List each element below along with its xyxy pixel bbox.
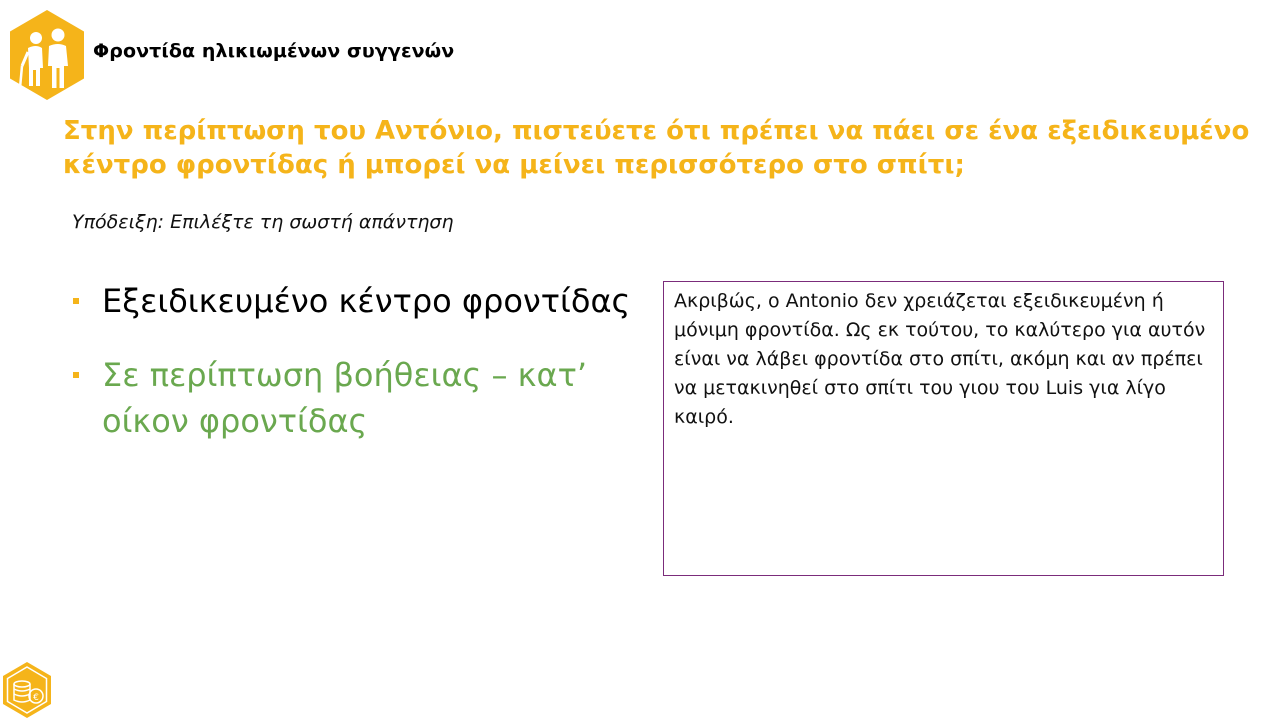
answer-option-label: Εξειδικευμένο κέντρο φροντίδας <box>102 282 631 320</box>
elderly-couple-icon <box>8 8 86 102</box>
answer-option-home-care[interactable] <box>72 352 662 444</box>
bullet-icon <box>73 372 79 378</box>
svg-text:€: € <box>33 693 39 703</box>
hint-text: Υπόδειξη: Επιλέξτε τη σωστή απάντηση <box>72 211 454 233</box>
answer-options <box>72 278 662 444</box>
answer-option-care-center[interactable] <box>72 278 662 324</box>
coins-euro-icon <box>1 660 53 720</box>
question-text: Στην περίπτωση του Αντόνιο, πιστεύετε ότι πρέπει να πάει σε ένα εξειδικευμένο κέντρο φροντίδας ή μπορεί να μείνει περισσότερο στο σπίτι; <box>63 116 1250 180</box>
bullet-icon <box>73 298 79 304</box>
answer-option-label: Σε περίπτωση βοήθειας – κατ’ οίκον φροντίδας <box>102 356 588 440</box>
feedback-box: Ακριβώς, ο Antonio δεν χρειάζεται εξειδικευμένη ή μόνιμη φροντίδα. Ως εκ τούτου, το καλύτερο για αυτόν είναι να λάβει φροντίδα στο σπίτι, ακόμη και αν πρέπει να μετακινηθεί στο σπίτι του γιου του Luis για λίγο καιρό. <box>663 281 1224 576</box>
header-title: Φροντίδα ηλικιωμένων συγγενών <box>93 40 455 62</box>
